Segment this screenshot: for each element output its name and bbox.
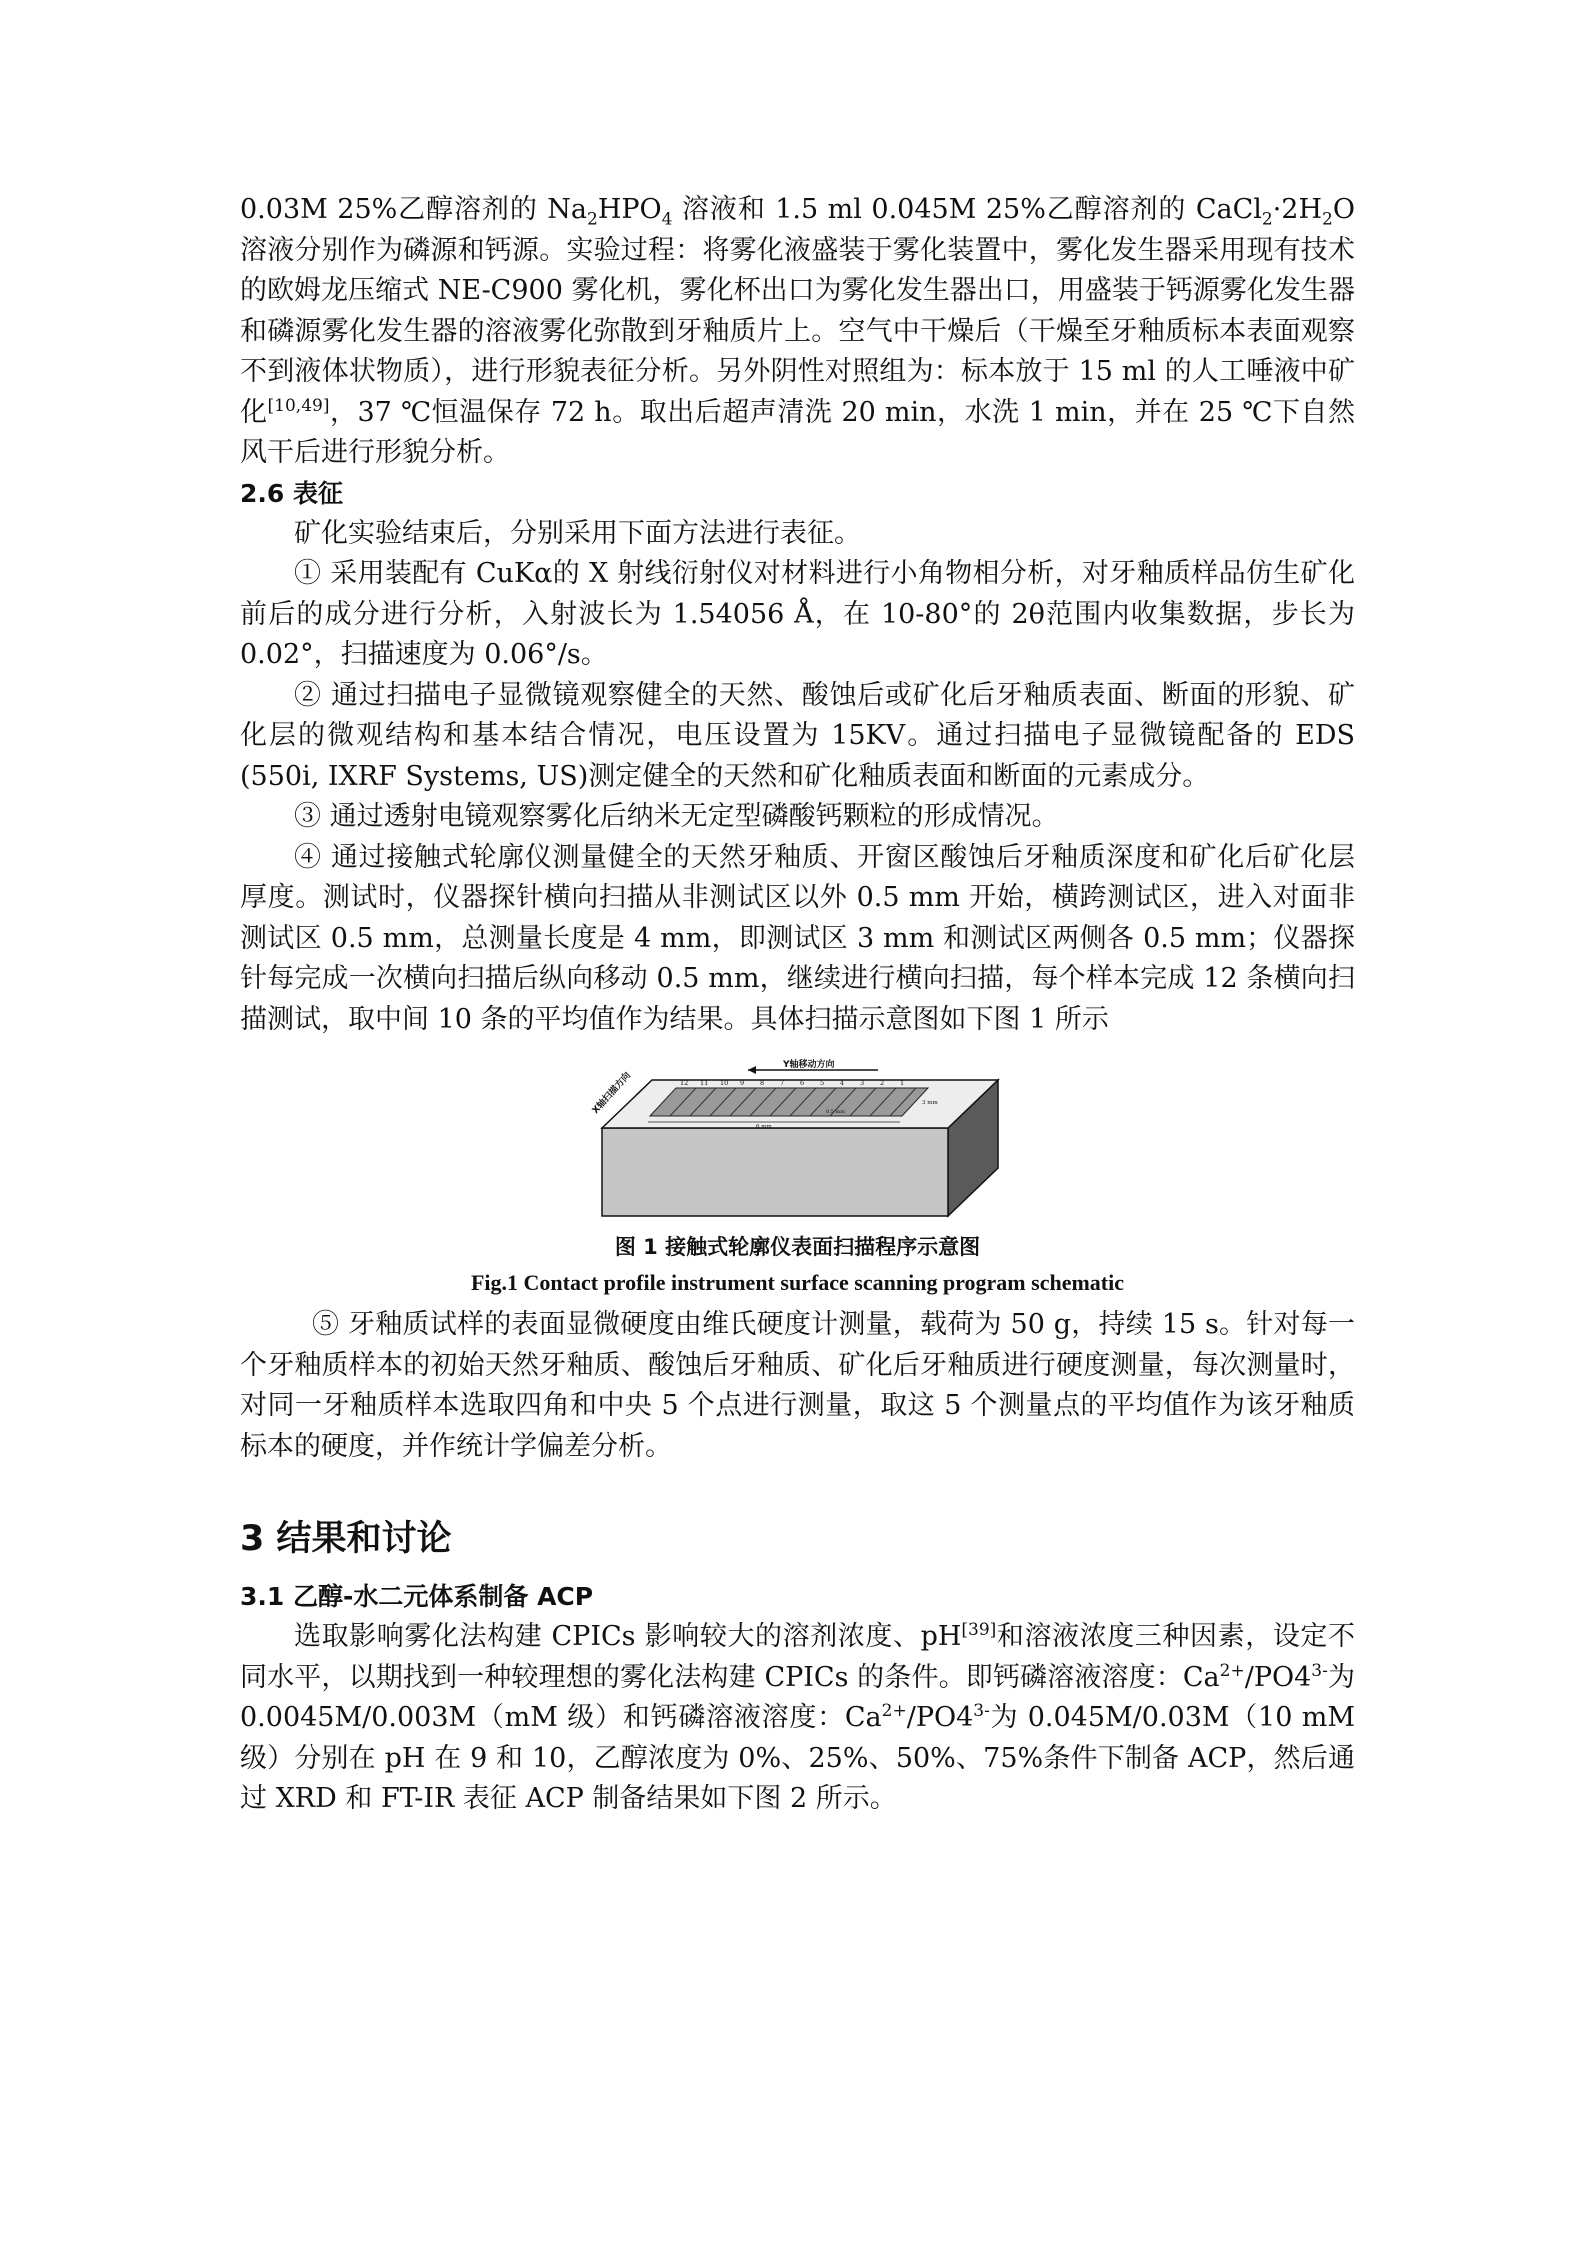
method-paragraph [240,190,1355,474]
text-run: 溶液和 1.5 ml 0.045M 25%乙醇溶剂的 CaCl [672,194,1262,225]
subscript: 2 [586,209,598,230]
block-front-face [602,1128,948,1216]
scan-line-number: 11 [699,1079,708,1087]
text-run: /PO4 [1244,1661,1312,1693]
text-run: 选取影响雾化法构建 CPICs 影响较大的溶剂浓度、pH [294,1621,962,1652]
dim-width-label: 6 mm [755,1124,772,1130]
section-heading-3: 3 结果和讨论 [240,1519,452,1559]
results-paragraph [240,1617,1355,1820]
scan-line-number: 4 [839,1079,844,1087]
scan-line-number: 7 [779,1079,784,1087]
text-run: 和溶液浓度三种因素，设定不同水平，以期找到一种较理想的雾化法构建 CPICs 的条件。即钙磷溶液溶度：Ca [240,1621,1356,1693]
text-run: 0.03M 25%乙醇溶剂的 Na [240,194,587,225]
scan-line-number: 1 [899,1079,904,1087]
dim-spacing-label: 0.5 mm [825,1109,845,1115]
x-axis-direction-label: X轴扫描方向 [590,1070,633,1117]
scan-line-number: 8 [759,1079,764,1087]
superscript: 3- [973,1701,990,1721]
scan-line-number: 2 [879,1079,884,1087]
item-hardness: ⑤ 牙釉质试样的表面显微硬度由维氏硬度计测量，载荷为 50 g，持续 15 s。针对每一个牙釉质样本的初始天然牙釉质、酸蚀后牙釉质、矿化后牙釉质进行硬度测量，每次测量时，对同一牙釉质样本选取四角和中央 5 个点进行测量，取这 5 个测量点的平均值作为该牙釉质标本的硬度，并作统计学偏差分析。 [240,1309,1355,1462]
subscript: 2 [1322,209,1333,230]
text-run: ·2H [1272,194,1323,225]
scan-line-number: 3 [859,1079,864,1087]
figure-1 [240,1058,1355,1301]
citation: [10,49] [267,395,330,416]
superscript: 2+ [881,1701,907,1721]
text-run: O 溶液分别作为磷源和钙源。实验过程：将雾化液盛装于雾化装置中，雾化发生器采用现有技术的欧姆龙压缩式 NE-C900 雾化机，雾化杯出口为雾化发生器出口，用盛装于钙源雾化发生器和磷源雾化发生器的溶液雾化弥散到牙釉质片上。空气中干燥后（干燥至牙釉质标本表面观察不到液体状物质），进行形貌表征分析。另外阴性对照组为：标本放于 15 ml 的人工唾液中矿化 [240,194,1355,428]
y-axis-direction-label: Y轴移动方向 [782,1060,835,1070]
citation: [39] [961,1620,997,1640]
page-content [240,190,1355,1820]
scan-line-number: 9 [739,1079,744,1087]
text-run: ，37 ℃恒温保存 72 h。取出后超声清洗 20 min，水洗 1 min，并在 25 ℃下自然风干后进行形貌分析。 [240,396,1356,468]
subscript: 4 [661,209,673,230]
y-direction-arrowhead [748,1066,756,1074]
figure-caption-cn: 图 1 接触式轮廓仪表面扫描程序示意图 [614,1235,981,1259]
figure-caption-en: Fig.1 Contact profile instrument surface scanning program schematic [470,1270,1124,1295]
scan-line-number: 5 [819,1079,824,1087]
dim-height-label: 3 mm [921,1100,938,1106]
item-tem: ③ 通过透射电镜观察雾化后纳米无定型磷酸钙颗粒的形成情况。 [294,801,1059,832]
subscript: 2 [1261,209,1273,230]
text-run: 为 0.0045M/0.003M（mM 级）和钙磷溶液溶度：Ca [240,1661,1356,1733]
text-run: /PO4 [906,1702,974,1733]
text-run: HPO [597,194,662,225]
item-profilometer: ④ 通过接触式轮廓仪测量健全的天然牙釉质、开窗区酸蚀后牙釉质深度和矿化后矿化层厚度。测试时，仪器探针横向扫描从非测试区以外 0.5 mm 开始，横跨测试区，进入对面非测试区 0.5 mm，总测量长度是 4 mm，即测试区 3 mm 和测试区两侧各 0.5 mm；仪器探针每完成一次横向扫描后纵向移动 0.5 mm，继续进行横向扫描，每个样本完成 12 条横向扫描测试，取中间 10 条的平均值作为结果。具体扫描示意图如下图 1 所示 [240,841,1355,1035]
text-run: 为 0.045M/0.03M（10 mM 级）分别在 pH 在 9 和 10，乙醇浓度为 0%、25%、50%、75%条件下制备 ACP，然后通过 XRD 和 FT-IR 表征 ACP 制备结果如下图 2 所示。 [240,1702,1355,1814]
scan-line-number: 12 [679,1079,688,1087]
item-sem: ② 通过扫描电子显微镜观察健全的天然、酸蚀后或矿化后牙釉质表面、断面的形貌、矿化层的微观结构和基本结合情况，电压设置为 15KV。通过扫描电子显微镜配备的 EDS (550i, IXRF Systems, US)测定健全的天然和矿化釉质表面和断面的元素成分。 [240,679,1355,792]
section-heading-3-1: 3.1 乙醇-水二元体系制备 ACP [240,1582,594,1611]
item-xrd: ① 采用装配有 CuKα的 X 射线衍射仪对材料进行小角物相分析，对牙釉质样品仿生矿化前后的成分进行分析，入射波长为 1.54056 Å，在 10-80°的 2θ范围内收集数据，步长为 0.02°，扫描速度为 0.06°/s。 [240,558,1355,670]
section-heading-2-6: 2.6 表征 [240,478,343,508]
superscript: 2+ [1219,1660,1245,1681]
characterization-lead: 矿化实验结束后，分别采用下面方法进行表征。 [294,517,861,549]
superscript: 3- [1311,1660,1328,1681]
scan-line-number: 10 [719,1079,728,1087]
scan-schematic-diagram [588,1058,1008,1223]
scan-line-number: 6 [799,1079,804,1087]
